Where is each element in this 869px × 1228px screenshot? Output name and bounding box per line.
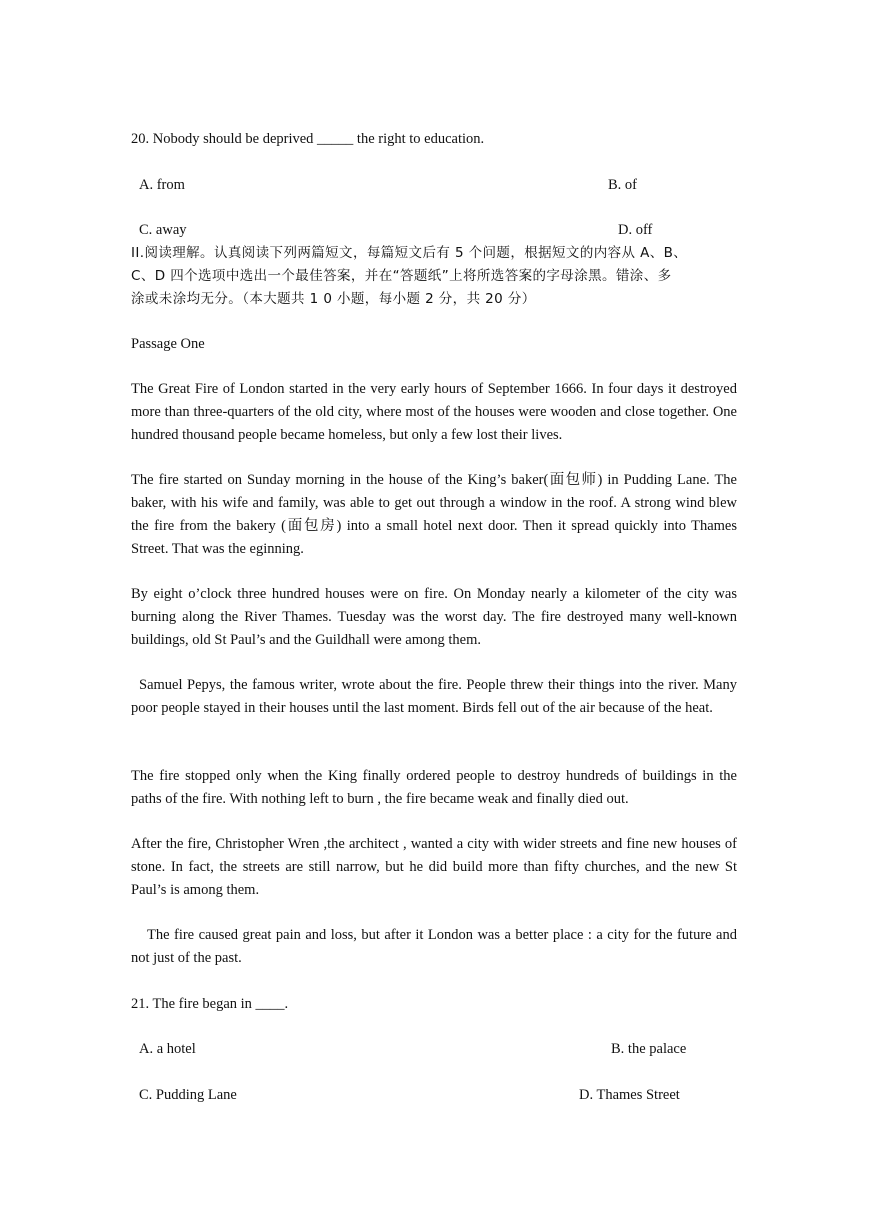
passage-paragraph: By eight o’clock three hundred houses were on fire. On Monday nearly a kilometer of the city was burning along the River Thames. Tuesday was the worst day. The fire destroyed many well-known buildings, old St Paul’s and the Guildhall were among them. (131, 586, 737, 648)
question-20-stem: 20. Nobody should be deprived _____ the right to education. (131, 131, 485, 147)
question-21-option-d: D. Thames Street (579, 1087, 680, 1103)
section-2-instructions-line-3: 涂或未涂均无分。（本大题共 1 0 小题，每小题 2 分，共 20 分） (131, 291, 536, 307)
question-20-option-a: A. from (139, 177, 185, 193)
passage-paragraph: The Great Fire of London started in the very early hours of September 1666. In four days it destroyed more than three-quarters of the old city, where most of the houses were wooden and close together. One hundred thousand people became homeless, but only a few lost their lives. (131, 381, 737, 443)
question-21-option-a: A. a hotel (139, 1041, 196, 1057)
section-2-instructions-line-2: C、D 四个选项中选出一个最佳答案，并在“答题纸”上将所选答案的字母涂黑。错涂、多 (131, 268, 672, 284)
passage-paragraph: After the fire, Christopher Wren ,the architect , wanted a city with wider streets and fine new houses of stone. In fact, the streets are still narrow, but he did build more than fifty churches, and the new St Paul’s is among them. (131, 836, 737, 898)
question-20-option-b: B. of (608, 177, 637, 193)
passage-paragraph: Samuel Pepys, the famous writer, wrote about the fire. People threw their things into the river. Many poor people stayed in their houses until the last moment. Birds fell out of the air because of the heat. (131, 677, 737, 716)
question-20-option-c: C. away (139, 222, 187, 238)
question-21-option-b: B. the palace (611, 1041, 687, 1057)
question-21-stem: 21. The fire began in ____. (131, 996, 289, 1012)
question-20-option-d: D. off (618, 222, 653, 238)
passage-paragraph: The fire started on Sunday morning in the house of the King’s baker(面包师) in Pudding Lane. The baker, with his wife and family, was able to get out through a window in the roof. A strong wind blew the fire from the bakery (面包房) into a small hotel next door. Then it spread quickly into Thames Street. That was the eginning. (131, 472, 737, 557)
passage-paragraph: The fire stopped only when the King finally ordered people to destroy hundreds of buildings in the paths of the fire. With nothing left to burn , the fire became weak and finally died out. (131, 768, 737, 807)
question-21-option-c: C. Pudding Lane (139, 1087, 237, 1103)
passage-title: Passage One (131, 336, 205, 352)
passage-paragraph: The fire caused great pain and loss, but after it London was a better place : a city for the future and not just of the past. (131, 927, 737, 966)
section-2-instructions-line-1: II.阅读理解。认真阅读下列两篇短文，每篇短文后有 5 个问题，根据短文的内容从 A、B、 (131, 245, 688, 261)
